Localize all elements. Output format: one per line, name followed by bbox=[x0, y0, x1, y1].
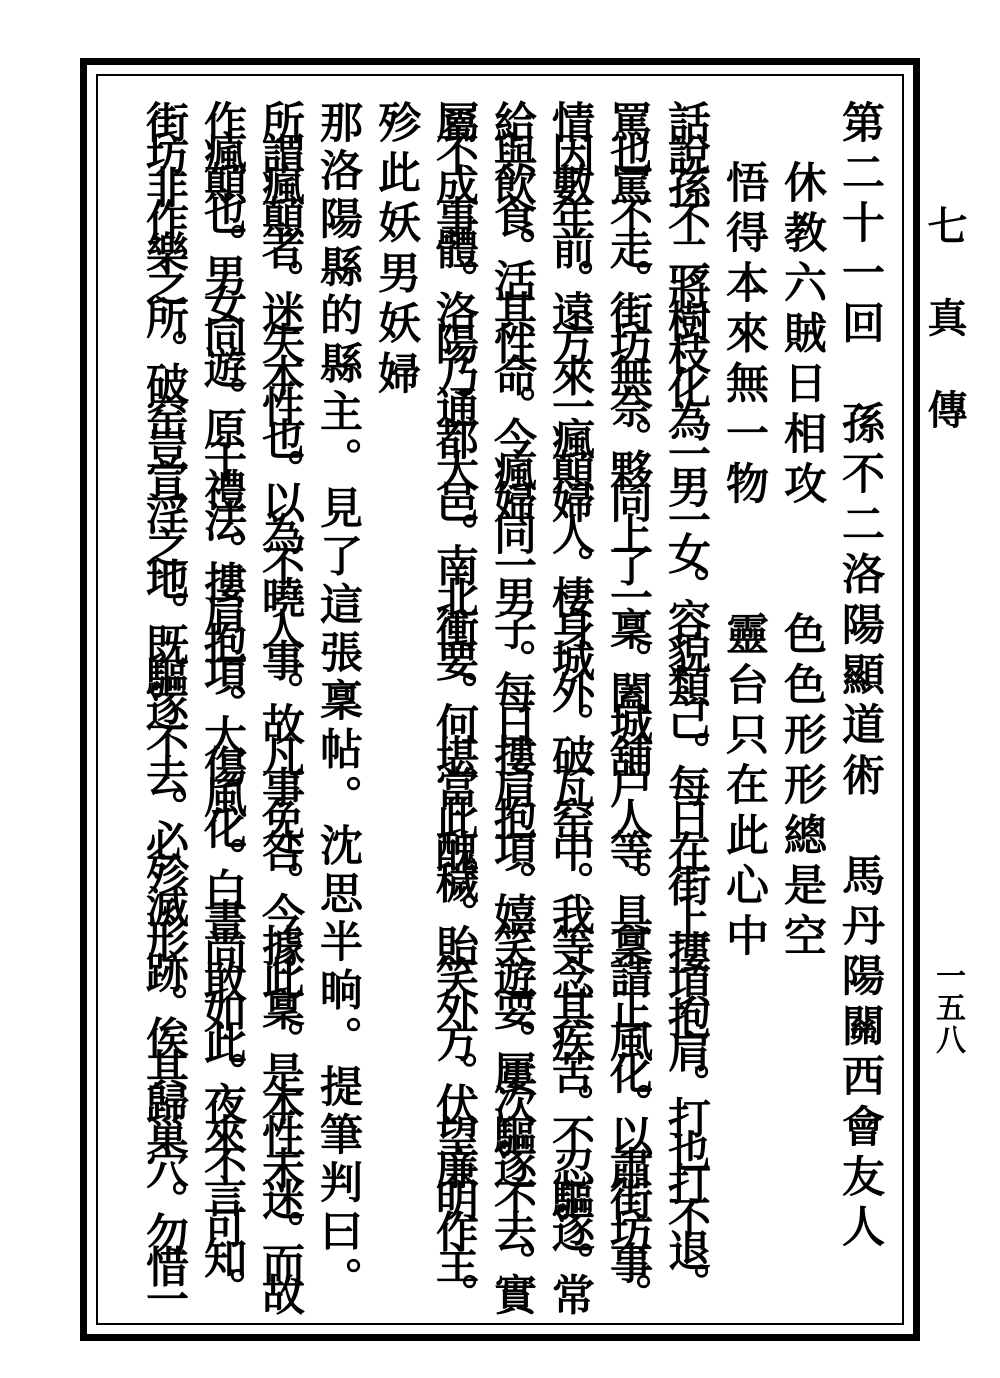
page-number: 一五八 bbox=[930, 960, 965, 1056]
text-column: 殄此妖男妖婦 bbox=[371, 100, 421, 402]
poem-line-2: 悟得本來無一物 靈台只在此心中 bbox=[719, 160, 769, 964]
book-title: 七真傳 bbox=[921, 205, 968, 481]
text-column: 情因數年前。遠方來一瘋顛婦人。棲身城外。破瓦窑中。我等念其疾苦。不忍驅逐。常 bbox=[545, 100, 595, 1305]
poem-line-1: 休教六賊日相攻 色色形形總是空 bbox=[777, 160, 827, 964]
chapter-heading: 第二十一回 孫不二洛陽顯道術 馬丹陽關西會友人 bbox=[835, 100, 885, 1255]
text-column: 話說孫不二將樹枝化為一男一女。容貌類己。每日在街上摟項抱肩。打也打不退。 bbox=[661, 100, 711, 1296]
text-column: 那洛陽縣的縣主。見了這張稟帖。沈思半晌。提筆判曰。 bbox=[313, 100, 363, 1305]
text-column: 街坊非作樂之所。破窑豈宣淫之地。既驅逐不去。必殄滅形跡。俟其歸巢穴。勿惜一 bbox=[139, 100, 189, 1310]
text-column: 屬不成事體。洛陽乃通都大邑。南北衝要。何堪當此醜穢。貽笑外方。伏望廉明作主。 bbox=[429, 100, 479, 1305]
text-column: 罵也罵不走。街坊無奈。夥同上了一稟。闔城舖户人等。具稟請正風化。以肅街坊事。 bbox=[603, 100, 653, 1305]
text-column: 給與飲食。活其性命。今瘋婦同一男子。每日摟肩抱項。嬉笑遊耍。屢次驅逐不去。實 bbox=[487, 100, 537, 1305]
text-column: 所謂瘋顛者。迷失本性也。以為不曉人事。故凡事免咎。今據此稟。是本性未迷。而故 bbox=[255, 100, 305, 1305]
text-column: 作瘋顛也。男女同遊。原干禮法。摟肩抱項。大傷風化。白晝尚敢如此。夜來不言可知。 bbox=[197, 100, 247, 1298]
